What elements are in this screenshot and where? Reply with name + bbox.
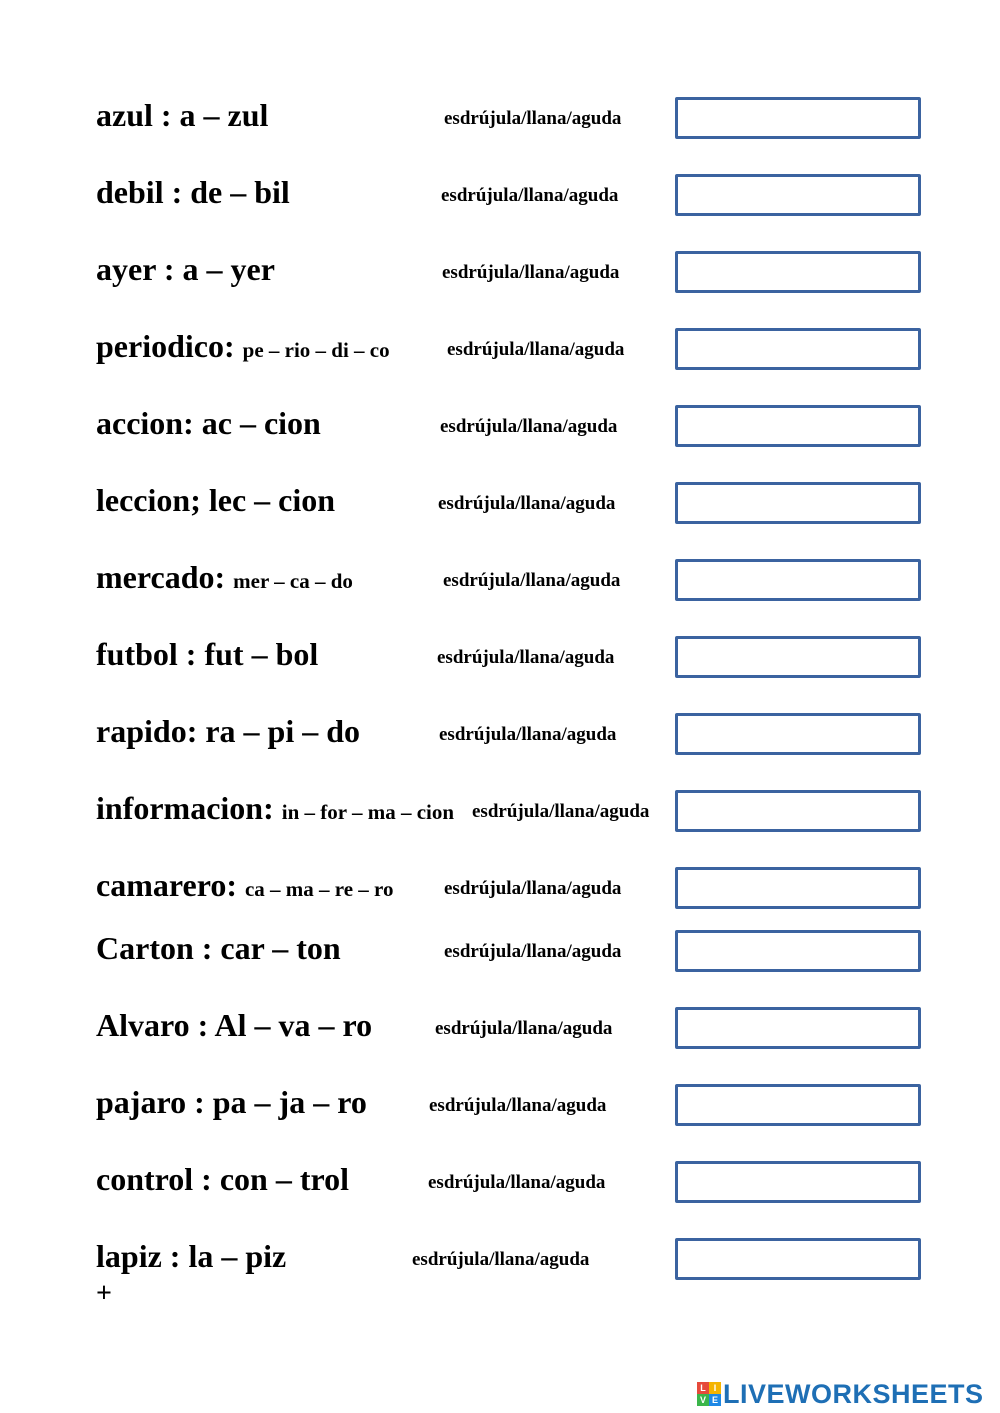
accent-options: esdrújula/llana/aguda — [412, 1249, 590, 1270]
exercise-row — [0, 403, 1000, 463]
accent-options: esdrújula/llana/aguda — [435, 1018, 613, 1039]
exercise-row — [0, 928, 1000, 988]
answer-input[interactable] — [675, 328, 921, 370]
syllables-text: car – ton — [220, 930, 341, 966]
word-text: mercado: — [96, 559, 226, 595]
accent-options: esdrújula/llana/aguda — [443, 570, 621, 591]
accent-options: esdrújula/llana/aguda — [472, 801, 650, 822]
word-label — [96, 1159, 349, 1199]
logo-mark-l: L — [697, 1382, 709, 1394]
word-label — [96, 1236, 286, 1276]
syllables-text: in – for – ma – cion — [281, 800, 455, 824]
word-text: Carton : — [96, 930, 213, 966]
logo-mark-i: I — [709, 1382, 721, 1394]
word-label — [96, 326, 390, 370]
liveworksheets-logo-icon — [697, 1382, 721, 1406]
accent-options: esdrújula/llana/aguda — [442, 262, 620, 283]
word-label — [96, 480, 335, 520]
word-text: accion: — [96, 405, 194, 441]
exercise-row — [0, 95, 1000, 155]
answer-input[interactable] — [675, 174, 921, 216]
word-text: pajaro : — [96, 1084, 205, 1120]
word-text: Alvaro : — [96, 1007, 209, 1043]
answer-input[interactable] — [675, 97, 921, 139]
accent-options: esdrújula/llana/aguda — [444, 878, 622, 899]
accent-options: esdrújula/llana/aguda — [439, 724, 617, 745]
word-text: rapido: — [96, 713, 198, 749]
syllables-text: a – yer — [182, 251, 275, 287]
exercise-row — [0, 788, 1000, 848]
word-label — [96, 634, 318, 674]
word-text: azul : — [96, 97, 172, 133]
syllables-text: ra – pi – do — [205, 713, 361, 749]
exercise-row — [0, 326, 1000, 386]
word-text: lapiz : — [96, 1238, 181, 1274]
answer-input[interactable] — [675, 1007, 921, 1049]
word-text: debil : — [96, 174, 183, 210]
exercise-row — [0, 865, 1000, 925]
word-text: control : — [96, 1161, 212, 1197]
word-label — [96, 95, 268, 135]
logo-mark-e: E — [709, 1394, 721, 1406]
word-text: camarero: — [96, 867, 237, 903]
syllables-text: a – zul — [179, 97, 269, 133]
word-label — [96, 788, 454, 832]
exercise-row — [0, 1236, 1000, 1296]
syllables-text: pa – ja – ro — [212, 1084, 367, 1120]
exercise-row — [0, 1005, 1000, 1065]
accent-options: esdrújula/llana/aguda — [441, 185, 619, 206]
exercise-row — [0, 557, 1000, 617]
answer-input[interactable] — [675, 482, 921, 524]
answer-input[interactable] — [675, 1084, 921, 1126]
exercise-row — [0, 634, 1000, 694]
word-text: leccion; — [96, 482, 201, 518]
answer-input[interactable] — [675, 251, 921, 293]
accent-options: esdrújula/llana/aguda — [428, 1172, 606, 1193]
plus-sign: + — [96, 1278, 112, 1309]
accent-options: esdrújula/llana/aguda — [440, 416, 618, 437]
word-label — [96, 172, 290, 212]
accent-options: esdrújula/llana/aguda — [429, 1095, 607, 1116]
answer-input[interactable] — [675, 867, 921, 909]
exercise-row — [0, 1159, 1000, 1219]
answer-input[interactable] — [675, 713, 921, 755]
answer-input[interactable] — [675, 405, 921, 447]
exercise-row — [0, 711, 1000, 771]
word-label — [96, 1005, 372, 1045]
syllables-text: ca – ma – re – ro — [244, 877, 394, 901]
syllables-text: la – piz — [188, 1238, 287, 1274]
word-label — [96, 1082, 367, 1122]
exercise-row — [0, 480, 1000, 540]
logo-mark-v: V — [697, 1394, 709, 1406]
exercise-row — [0, 172, 1000, 232]
word-text: informacion: — [96, 790, 274, 826]
syllables-text: fut – bol — [204, 636, 319, 672]
accent-options: esdrújula/llana/aguda — [447, 339, 625, 360]
accent-options: esdrújula/llana/aguda — [444, 941, 622, 962]
answer-input[interactable] — [675, 790, 921, 832]
liveworksheets-logo — [697, 1377, 984, 1411]
word-label — [96, 928, 341, 968]
syllables-text: con – trol — [219, 1161, 349, 1197]
answer-input[interactable] — [675, 559, 921, 601]
word-label — [96, 711, 360, 751]
syllables-text: mer – ca – do — [233, 569, 353, 593]
exercise-row — [0, 1082, 1000, 1142]
syllables-text: lec – cion — [208, 482, 336, 518]
accent-options: esdrújula/llana/aguda — [437, 647, 615, 668]
word-text: periodico: — [96, 328, 235, 364]
exercise-row — [0, 249, 1000, 309]
word-text: ayer : — [96, 251, 175, 287]
syllables-text: ac – cion — [201, 405, 321, 441]
word-label — [96, 557, 353, 601]
word-label — [96, 865, 394, 909]
word-text: futbol : — [96, 636, 197, 672]
accent-options: esdrújula/llana/aguda — [444, 108, 622, 129]
accent-options: esdrújula/llana/aguda — [438, 493, 616, 514]
answer-input[interactable] — [675, 930, 921, 972]
answer-input[interactable] — [675, 636, 921, 678]
answer-input[interactable] — [675, 1161, 921, 1203]
logo-text: LIVEWORKSHEETS — [723, 1378, 984, 1409]
answer-input[interactable] — [675, 1238, 921, 1280]
syllables-text: de – bil — [190, 174, 290, 210]
syllables-text: pe – rio – di – co — [242, 338, 390, 362]
word-label — [96, 403, 321, 443]
word-label — [96, 249, 275, 289]
syllables-text: Al – va – ro — [214, 1007, 373, 1043]
